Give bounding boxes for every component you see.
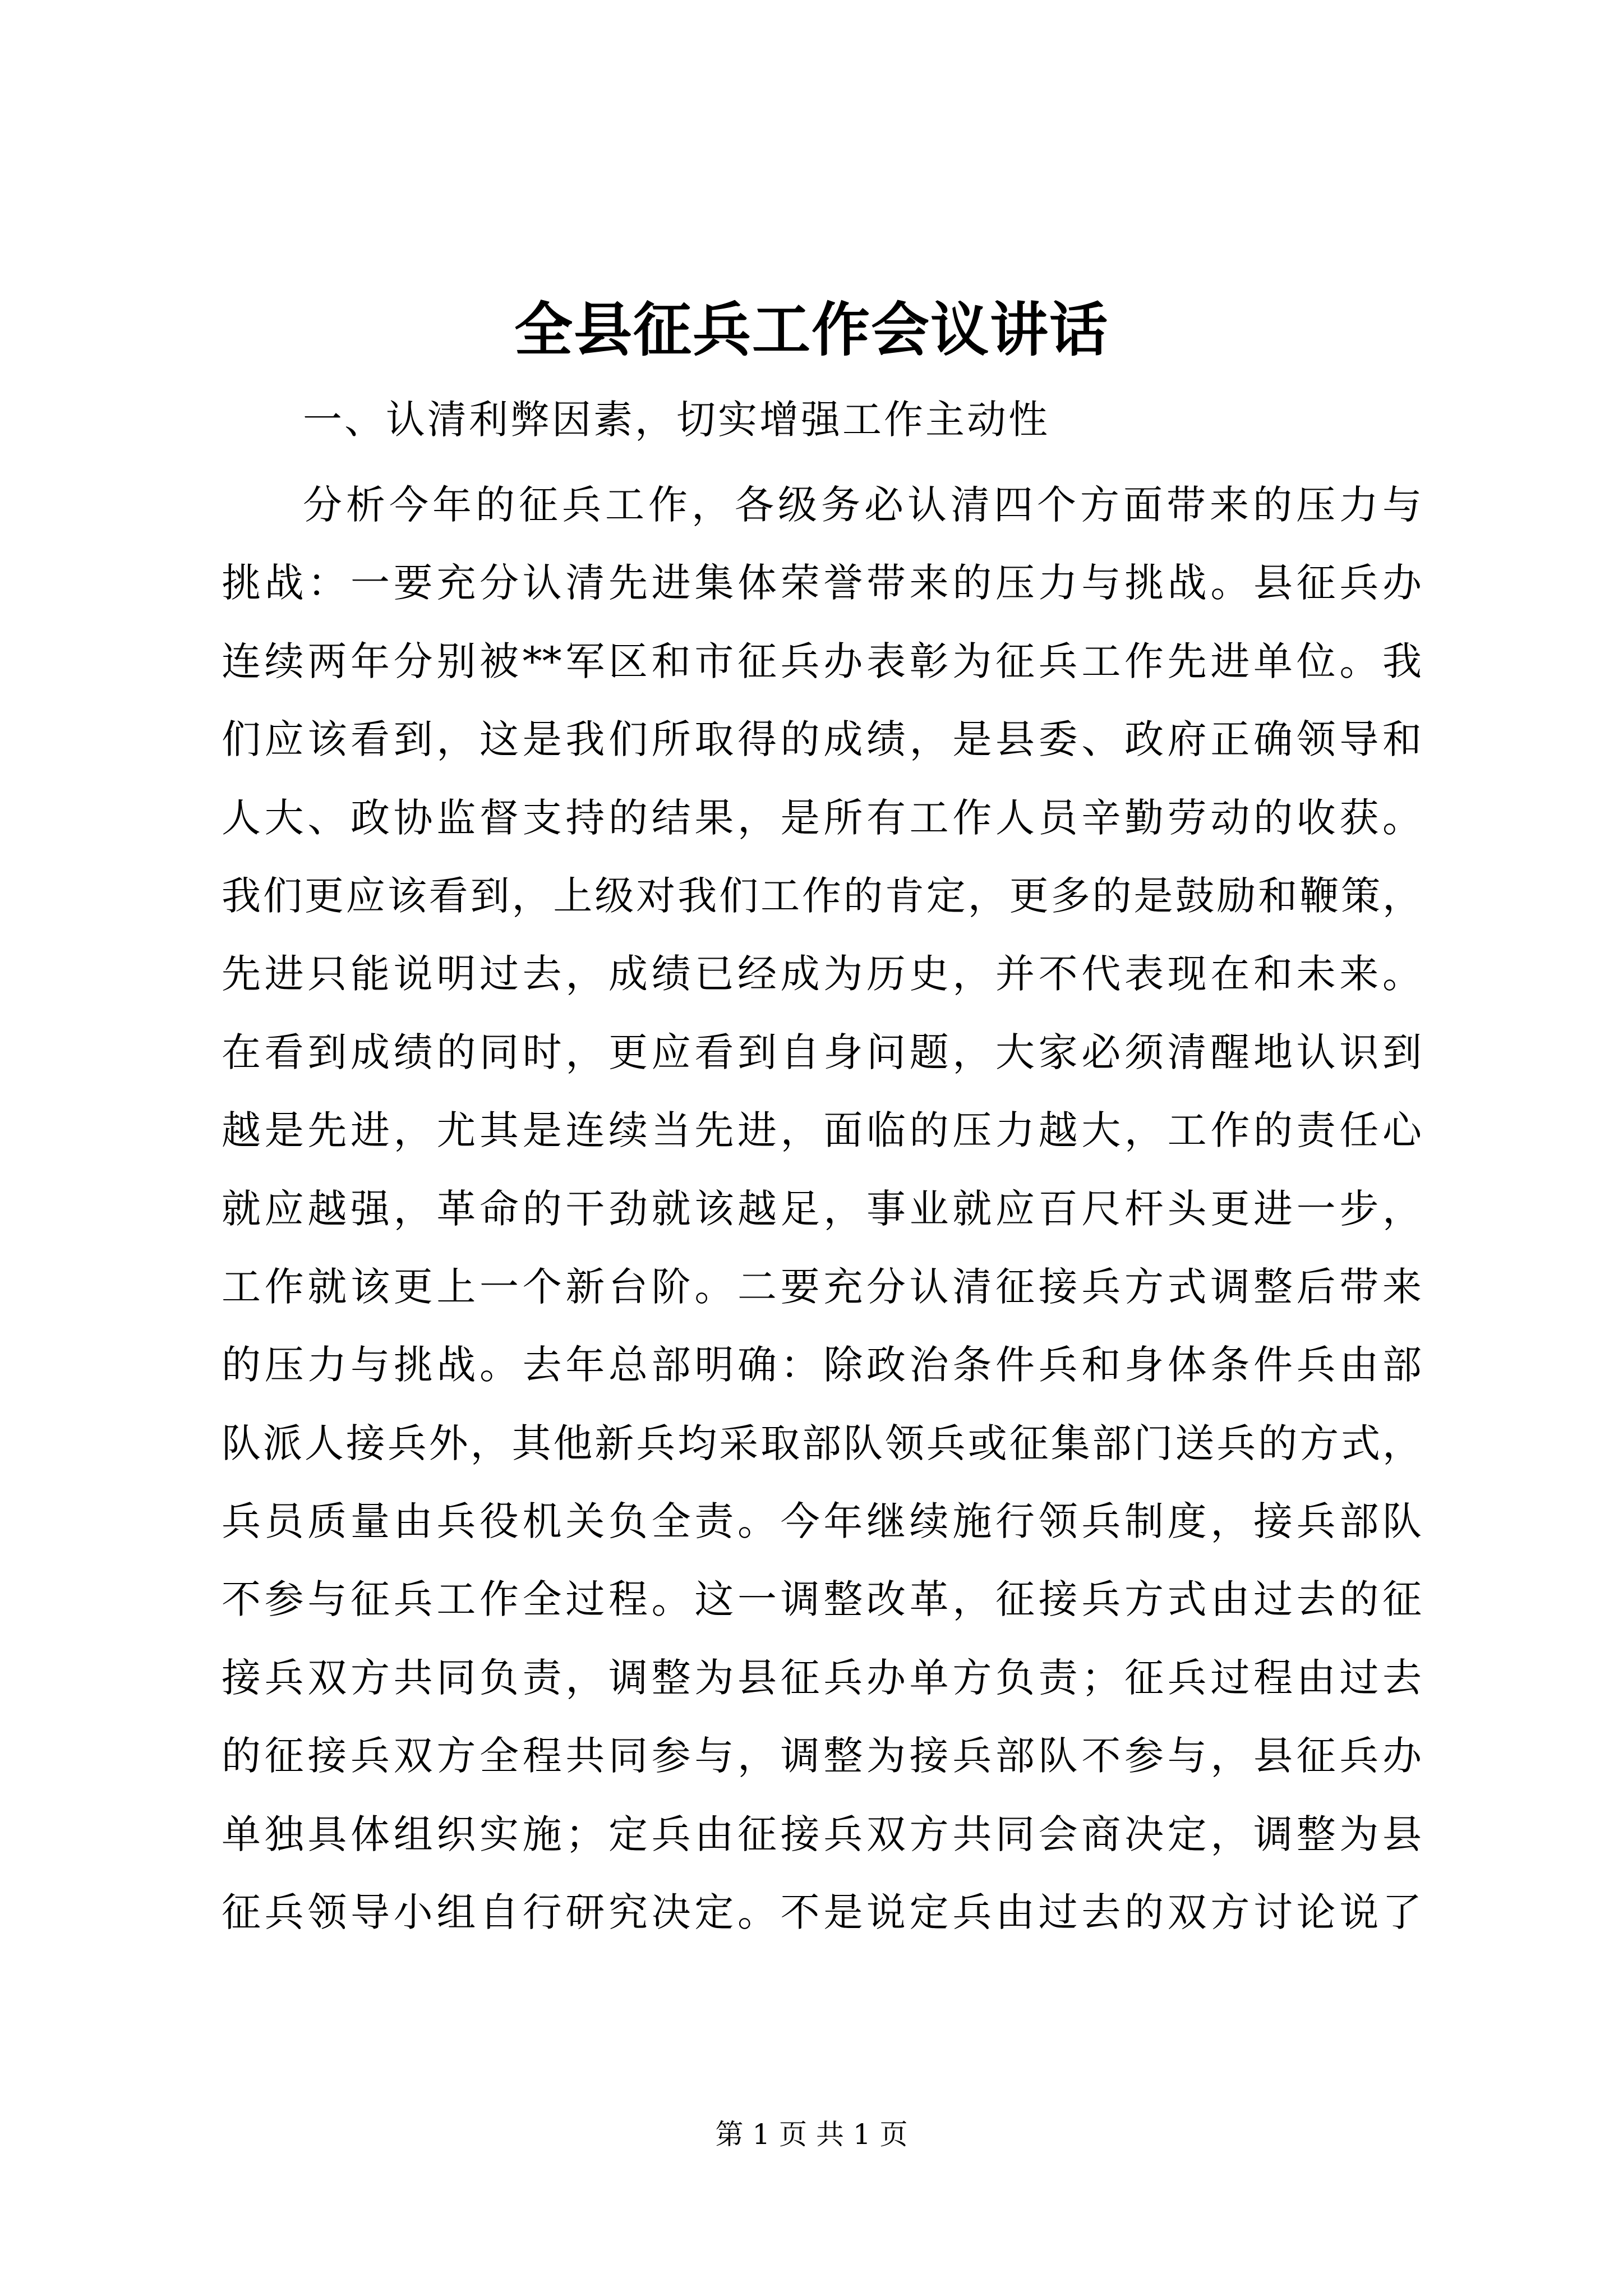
paragraph-line: 队派人接兵外，其他新兵均采取部队领兵或征集部门送兵的方式， [222,1420,1422,1466]
paragraph-line: 单独具体组织实施；定兵由征接兵双方共同会商决定，调整为县 [222,1811,1422,1857]
body-paragraph [222,477,1422,1962]
paragraph-line: 不参与征兵工作全过程。这一调整改革，征接兵方式由过去的征 [222,1576,1422,1623]
page-footer: 第 1 页 共 1 页 [715,2118,908,2151]
paragraph-line: 就应越强，革命的干劲就该越足，事业就应百尺杆头更进一步， [222,1185,1422,1232]
paragraph-line: 工作就该更上一个新台阶。二要充分认清征接兵方式调整后带来 [222,1263,1422,1310]
paragraph-line: 在看到成绩的同时，更应看到自身问题，大家必须清醒地认识到 [222,1029,1422,1075]
paragraph-line: 们应该看到，这是我们所取得的成绩，是县委、政府正确领导和 [222,716,1422,763]
document-title: 全县征兵工作会议讲话 [514,295,1109,364]
section-heading: 一、认清利弊因素，切实增强工作主动性 [303,397,1050,443]
paragraph-line: 征兵领导小组自行研究决定。不是说定兵由过去的双方讨论说了 [222,1889,1422,1936]
paragraph-line: 越是先进，尤其是连续当先进，面临的压力越大，工作的责任心 [222,1107,1422,1154]
paragraph-line: 先进只能说明过去，成绩已经成为历史，并不代表现在和未来。 [222,951,1422,997]
paragraph-line: 连续两年分别被**军区和市征兵办表彰为征兵工作先进单位。我 [222,638,1422,684]
paragraph-line: 兵员质量由兵役机关负全责。今年继续施行领兵制度，接兵部队 [222,1498,1422,1545]
paragraph-line: 接兵双方共同负责，调整为县征兵办单方负责；征兵过程由过去 [222,1654,1422,1701]
paragraph-line: 我们更应该看到，上级对我们工作的肯定，更多的是鼓励和鞭策， [222,872,1422,919]
paragraph-line: 人大、政协监督支持的结果，是所有工作人员辛勤劳动的收获。 [222,794,1422,841]
paragraph-line: 分析今年的征兵工作，各级务必认清四个方面带来的压力与 [303,482,1422,528]
paragraph-line: 的压力与挑战。去年总部明确：除政治条件兵和身体条件兵由部 [222,1342,1422,1388]
paragraph-line: 的征接兵双方全程共同参与，调整为接兵部队不参与，县征兵办 [222,1733,1422,1779]
paragraph-line: 挑战：一要充分认清先进集体荣誉带来的压力与挑战。县征兵办 [222,560,1422,606]
